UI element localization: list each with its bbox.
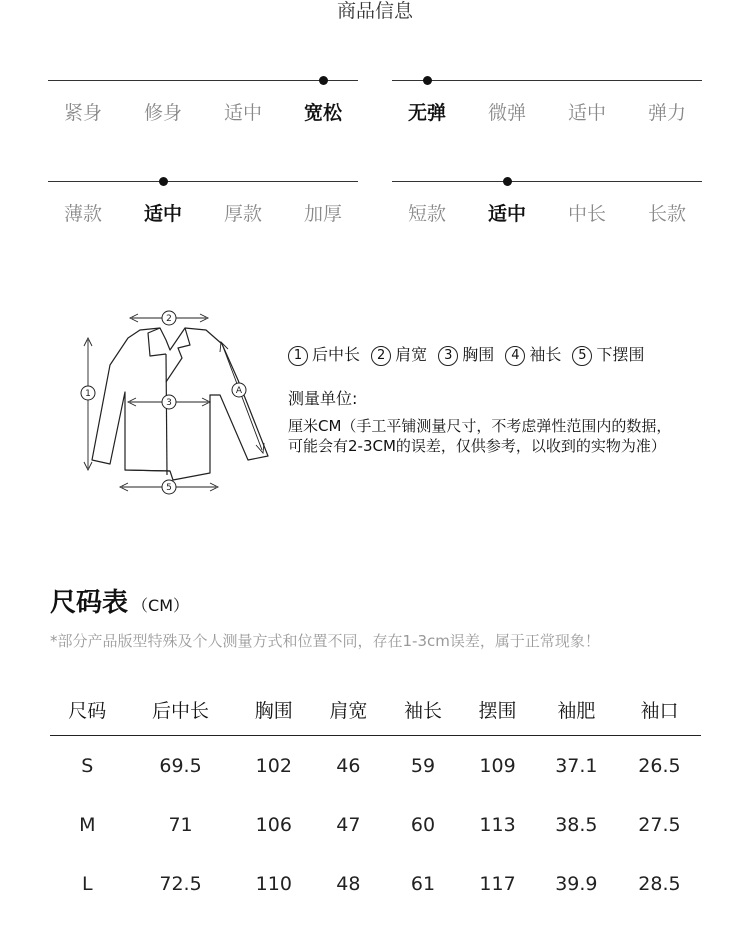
table-cell: 72.5 xyxy=(159,872,202,895)
column-header: 尺码 xyxy=(50,683,125,736)
marker-5 xyxy=(162,480,176,494)
scale-line xyxy=(48,80,358,81)
svg-text:5: 5 xyxy=(166,483,172,493)
unit-description: 厘米CM（手工平铺测量尺寸，不考虑弹性范围内的数据， 可能会有2-3CM的误差，仅供参考，以收到的实物为准） xyxy=(288,417,672,455)
scale-selection-dot xyxy=(503,177,512,186)
jacket-outline xyxy=(92,328,268,480)
scale-option: 中长 xyxy=(567,203,606,225)
column-header: 肩宽 xyxy=(311,683,386,736)
table-cell: 109 xyxy=(479,754,516,777)
table-cell: 59 xyxy=(410,754,436,777)
marker-3 xyxy=(162,395,176,409)
table-cell: 61 xyxy=(410,872,436,895)
table-cell: 47 xyxy=(336,813,361,836)
table-cell: M xyxy=(79,813,96,836)
scale-selection-dot xyxy=(159,177,168,186)
column-header: 摆围 xyxy=(460,683,535,736)
table-cell: S xyxy=(81,754,94,777)
scale-option: 厚款 xyxy=(223,203,262,225)
table-cell: 71 xyxy=(168,813,193,836)
scale-line xyxy=(392,80,702,81)
unit-label: 测量单位: xyxy=(288,389,358,408)
jacket-placket xyxy=(166,354,167,475)
table-cell: 60 xyxy=(410,813,436,836)
table-cell: 113 xyxy=(479,813,516,836)
column-header: 袖口 xyxy=(618,683,701,736)
scale-option: 适中 xyxy=(567,102,606,124)
scale-option: 适中 xyxy=(223,102,262,124)
scale-line xyxy=(392,181,702,182)
jacket-measurement-diagram xyxy=(70,300,270,505)
scale-option: 短款 xyxy=(407,203,446,225)
marker-4 xyxy=(232,383,246,397)
measurement-legend xyxy=(288,342,650,366)
legend-item: 4 袖长 xyxy=(505,345,561,364)
svg-text:1: 1 xyxy=(85,389,91,399)
scale-option: 长款 xyxy=(647,203,686,225)
table-cell: 48 xyxy=(336,872,361,895)
scale-option: 加厚 xyxy=(303,203,342,225)
svg-text:2: 2 xyxy=(166,314,172,324)
column-header: 袖肥 xyxy=(535,683,618,736)
scale-line xyxy=(48,181,358,182)
marker-2 xyxy=(162,311,176,325)
scale-option: 弹力 xyxy=(647,102,686,124)
size-table-title: 尺码表 （CM） xyxy=(50,588,189,618)
legend-item: 3 胸围 xyxy=(438,345,494,364)
table-cell: 102 xyxy=(255,754,292,777)
table-cell: 110 xyxy=(255,872,292,895)
table-row xyxy=(50,854,701,913)
table-row xyxy=(50,736,701,796)
column-header: 后中长 xyxy=(125,683,237,736)
jacket-hem-inner xyxy=(125,470,170,471)
column-header: 胸围 xyxy=(236,683,311,736)
legend-item: 5 下摆围 xyxy=(572,345,644,364)
table-cell: 27.5 xyxy=(638,813,681,836)
marker-1 xyxy=(81,386,95,400)
column-header: 袖长 xyxy=(386,683,461,736)
scale-option-selected: 适中 xyxy=(487,203,526,225)
table-header-row xyxy=(50,683,701,736)
scale-option: 薄款 xyxy=(63,203,102,225)
jacket-lapel-right xyxy=(166,328,190,382)
scale-option: 修身 xyxy=(143,102,182,124)
scale-option-selected: 宽松 xyxy=(303,102,342,124)
table-cell: 26.5 xyxy=(638,754,681,777)
page-title: 商品信息 xyxy=(336,0,413,22)
scale-selection-dot xyxy=(319,76,328,85)
legend-item: 2 肩宽 xyxy=(371,345,427,364)
svg-text:A: A xyxy=(235,386,243,396)
table-cell: 37.1 xyxy=(555,754,598,777)
table-cell: 106 xyxy=(255,813,292,836)
scale-option-selected: 无弹 xyxy=(407,102,446,124)
table-cell: 69.5 xyxy=(159,754,202,777)
scale-option: 微弹 xyxy=(487,102,526,124)
legend-item: 1 后中长 xyxy=(288,345,360,364)
table-cell: L xyxy=(82,872,93,895)
scale-option: 紧身 xyxy=(63,102,102,124)
table-cell: 28.5 xyxy=(638,872,681,895)
jacket-lapel-left xyxy=(148,328,166,356)
table-cell: 46 xyxy=(336,754,361,777)
scale-selection-dot xyxy=(423,76,432,85)
size-note: *部分产品版型特殊及个人测量方式和位置不同，存在1-3cm误差，属于正常现象！ xyxy=(50,632,600,650)
table-cell: 117 xyxy=(479,872,516,895)
svg-text:3: 3 xyxy=(166,398,172,408)
table-cell: 38.5 xyxy=(555,813,598,836)
scale-option-selected: 适中 xyxy=(143,203,182,225)
table-row xyxy=(50,795,701,854)
size-table xyxy=(50,683,701,913)
table-cell: 39.9 xyxy=(555,872,598,895)
